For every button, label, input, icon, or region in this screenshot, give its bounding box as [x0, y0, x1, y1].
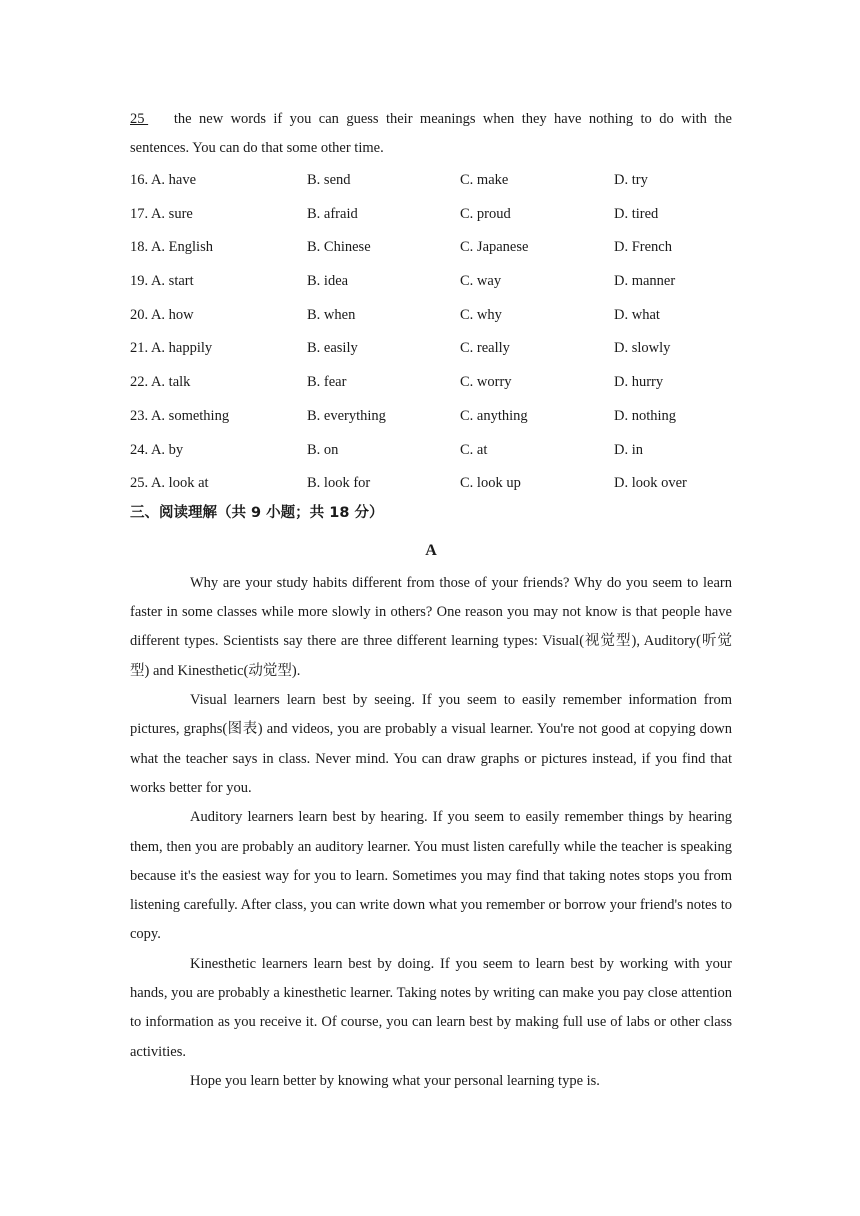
option-b: B. Chinese: [307, 239, 371, 256]
option-b: B. fear: [307, 374, 347, 391]
option-d: D. nothing: [614, 407, 677, 424]
option-row: [130, 400, 732, 434]
option-c: C. make: [460, 172, 509, 188]
option-b: B. send: [307, 172, 351, 188]
option-row: [130, 164, 732, 198]
passage-paragraph: Auditory learners learn best by hearing. If you seem to easily remember things by hearing them, then you are probably an auditory learner. You must listen carefully while the teacher is speaking because it's the easiest way for you to learn. Sometimes you may find that taking notes stops you from listening carefully. After class, you can write down what you remember or borrow your friend's notes to copy.: [130, 809, 732, 943]
cloze-text-1: the new words if you can guess their meanings when they have nothing to do with the: [166, 111, 732, 127]
option-c: C. worry: [460, 374, 512, 391]
option-row: [130, 434, 732, 468]
option-a: 18. A. English: [130, 239, 213, 256]
option-row: [130, 265, 732, 299]
option-d: D. what: [614, 306, 660, 323]
option-d: D. look over: [614, 475, 687, 492]
option-a: 24. A. by: [130, 441, 184, 458]
option-d: D. slowly: [614, 340, 671, 357]
section-heading: 三、阅读理解（共 9 小题；共 18 分）: [130, 504, 384, 521]
option-row: [130, 299, 732, 333]
passage-paragraph: Kinesthetic learners learn best by doing. If you seem to learn best by working with your hands, you are probably a kinesthetic learner. Taking notes by writing can make you pay close attention to information as you receive it. Of course, you can learn best by making full use of labs or other class activities.: [130, 955, 732, 1060]
option-row: [130, 366, 732, 400]
passage-paragraph: Visual learners learn best by seeing. If you seem to easily remember information from pictures, graphs(图表) and videos, you are probably a visual learner. You're not good at copying down what the teacher says in class. Never mind. You can draw graphs or pictures instead, if you find that works better for you.: [130, 692, 732, 796]
option-c: C. why: [460, 306, 502, 323]
option-b: B. when: [307, 306, 356, 323]
option-b: B. look for: [307, 475, 371, 492]
option-row: [130, 332, 732, 366]
option-d: D. tired: [614, 205, 659, 222]
options-list: [130, 164, 732, 501]
option-a: 23. A. something: [130, 407, 230, 424]
option-a: 17. A. sure: [130, 205, 193, 222]
option-c: C. proud: [460, 205, 511, 222]
option-d: D. hurry: [614, 374, 664, 391]
option-c: C. anything: [460, 407, 528, 424]
option-b: B. idea: [307, 273, 349, 290]
option-a: 25. A. look at: [130, 475, 209, 492]
option-row: [130, 231, 732, 265]
option-c: C. Japanese: [460, 239, 529, 256]
option-row: [130, 467, 732, 501]
option-a: 20. A. how: [130, 306, 194, 323]
option-d: D. in: [614, 441, 643, 458]
option-c: C. really: [460, 340, 510, 357]
option-c: C. at: [460, 441, 488, 458]
option-d: D. try: [614, 172, 648, 188]
cloze-tail-line-2: sentences. You can do that some other time.: [130, 140, 384, 156]
passage-title: A: [425, 541, 437, 559]
page-content: [130, 105, 732, 1096]
option-a: 19. A. start: [130, 273, 194, 290]
option-a: 22. A. talk: [130, 374, 191, 391]
option-b: B. afraid: [307, 205, 358, 222]
passage-paragraph: Why are your study habits different from those of your friends? Why do you seem to learn faster in some classes while more slowly in others? One reason you may not know is that people have different types. Scientists say there are three different learning types: Visual(视觉型), Auditory(听觉型) and Kinesthetic(动觉型).: [130, 574, 732, 679]
blank-underline: [145, 105, 167, 134]
option-c: C. look up: [460, 475, 521, 492]
option-b: B. on: [307, 441, 339, 458]
option-d: D. manner: [614, 273, 676, 290]
option-b: B. easily: [307, 340, 358, 357]
passage-paragraph: Hope you learn better by knowing what your personal learning type is.: [190, 1072, 600, 1089]
option-d: D. French: [614, 239, 672, 256]
option-b: B. everything: [307, 407, 386, 424]
option-c: C. way: [460, 273, 502, 290]
cloze-tail-line-1: [130, 105, 732, 134]
option-a: 16. A. have: [130, 172, 197, 188]
option-row: [130, 198, 732, 232]
option-a: 21. A. happily: [130, 340, 213, 357]
blank-number: 25: [130, 111, 145, 127]
